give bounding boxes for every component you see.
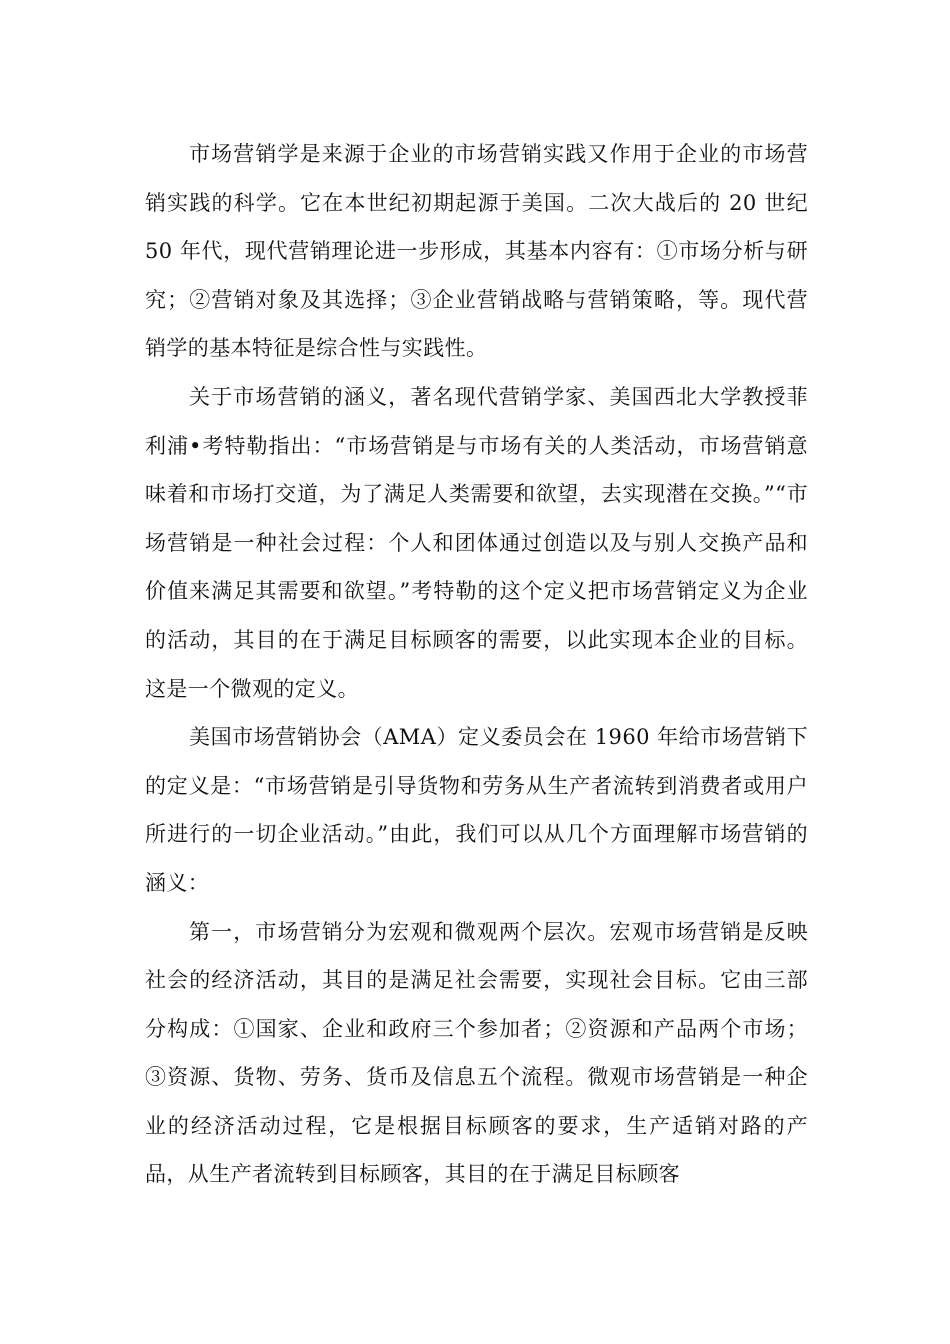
paragraph-4: 第一，市场营销分为宏观和微观两个层次。宏观市场营销是反映社会的经济活动，其目的是满足社会需要，实现社会目标。它由三部分构成：①国家、企业和政府三个参加者；②资源和产品两个市场；③资源、货物、劳务、货币及信息五个流程。微观市场营销是一种企业的经济活动过程，它是根据目标顾客的要求，生产适销对路的产品，从生产者流转到目标顾客，其目的在于满足目标顾客 [145, 919, 808, 1187]
paragraph-3: 美国市场营销协会（AMA）定义委员会在 1960 年给市场营销下的定义是：“市场营销是引导货物和劳务从生产者流转到消费者或用户所进行的一切企业活动。”由此，我们可以从几个方面理解市场营销的涵义： [145, 725, 808, 895]
paragraph-2: 关于市场营销的涵义，著名现代营销学家、美国西北大学教授菲利浦•考特勒指出：“市场营销是与市场有关的人类活动，市场营销意味着和市场打交道，为了满足人类需要和欲望，去实现潜在交换。”“市场营销是一种社会过程：个人和团体通过创造以及与别人交换产品和价值来满足其需要和欲望。”考特勒的这个定义把市场营销定义为企业的活动，其目的在于满足目标顾客的需要，以此实现本企业的目标。这是一个微观的定义。 [145, 384, 808, 701]
body-text [145, 130, 808, 1199]
paragraph-1: 市场营销学是来源于企业的市场营销实践又作用于企业的市场营销实践的科学。它在本世纪初期起源于美国。二次大战后的 20 世纪 50 年代，现代营销理论进一步形成，其基本内容有：①市场分析与研究；②营销对象及其选择；③企业营销战略与营销策略，等。现代营销学的基本特征是综合性与实践性。 [145, 142, 808, 361]
